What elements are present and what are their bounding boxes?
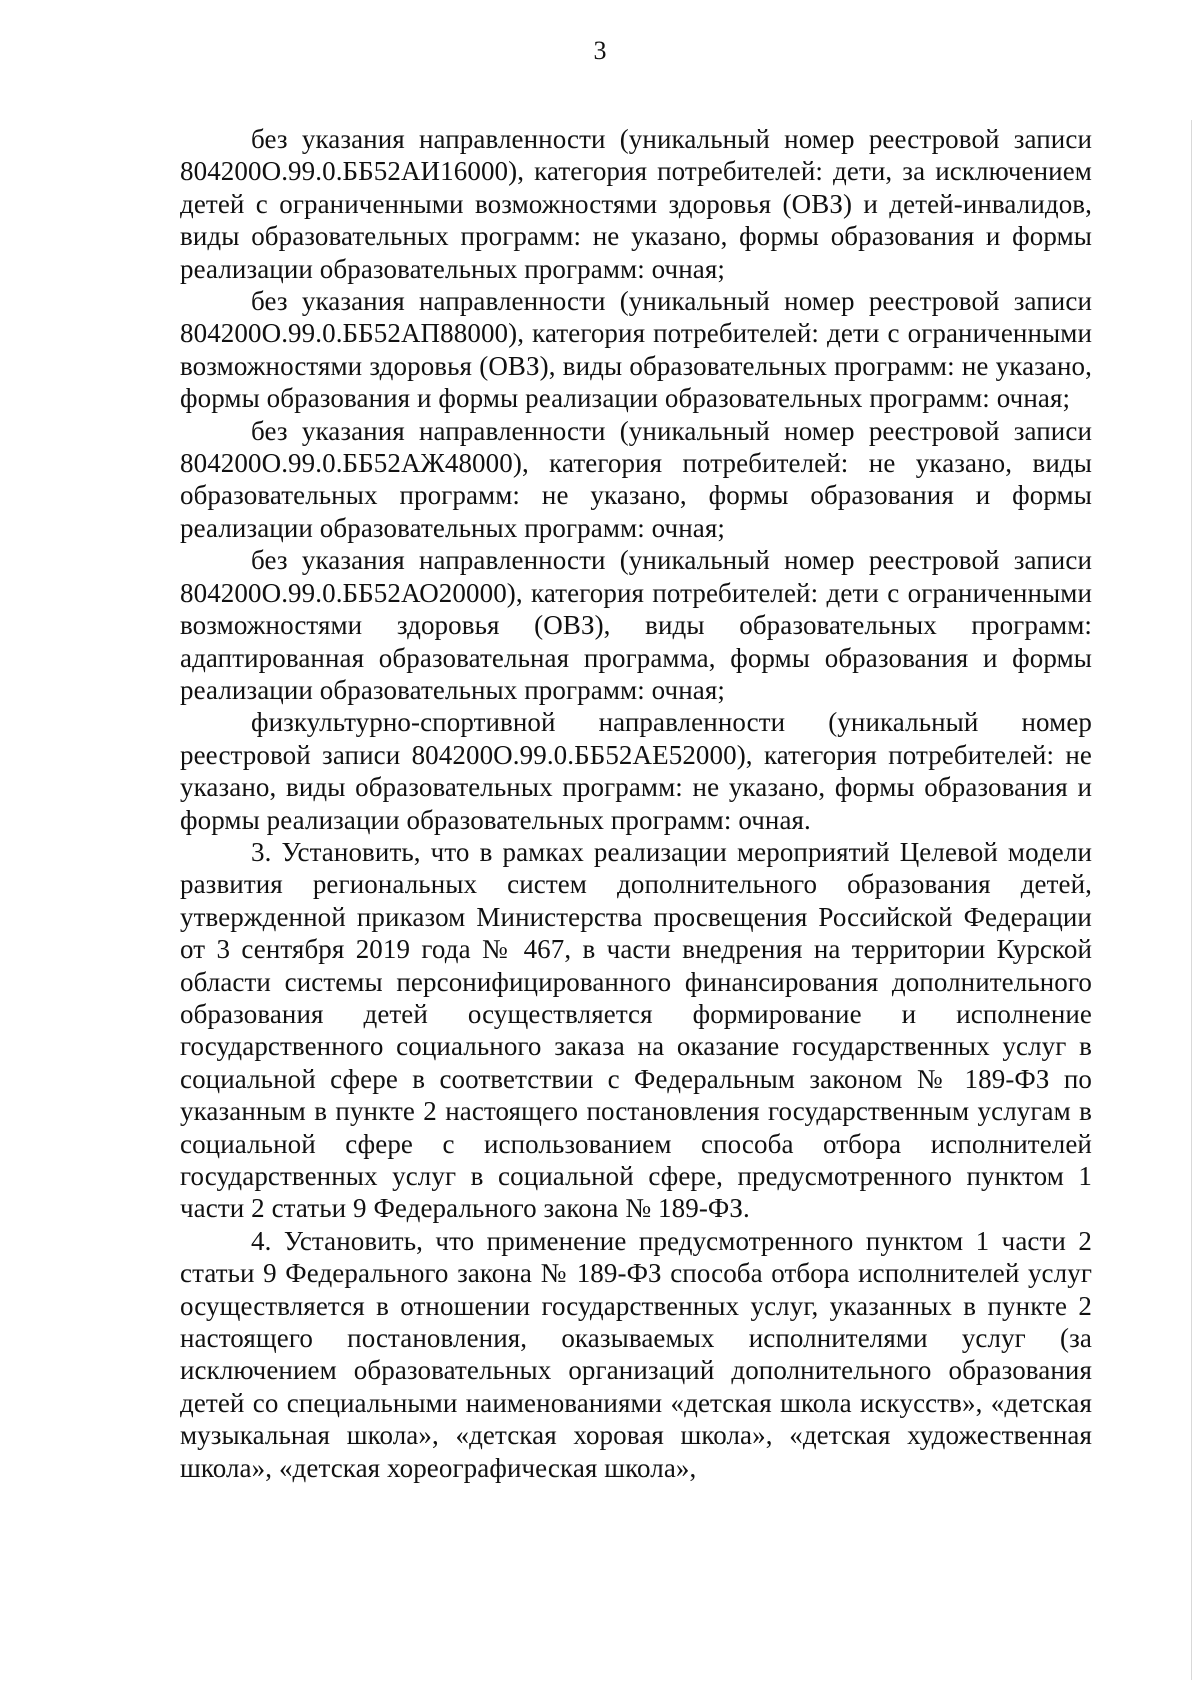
paragraph-item-4: 4. Установить, что применение предусмотренного пунктом 1 части 2 статьи 9 Федерального закона № 189-ФЗ способа отбора исполнителей услуг осуществляется в отношении государственных услуг, указанных в пункте 2 настоящего постановления, оказываемых исполнителями услуг (за исключением образовательных организаций дополнительного образования детей со специальными наименованиями «детская школа искусств», «детская музыкальная школа», «детская хоровая школа», «детская художественная школа», «детская хореографическая школа»,: [180, 1225, 1092, 1483]
paragraph-service-ai16000: без указания направленности (уникальный номер реестровой записи 804200О.99.0.ББ52АИ16000), категория потребителей: дети, за исключением детей с ограниченными возможностями здоровья (ОВЗ) и детей-инвалидов, виды образовательных программ: не указано, формы образования и формы реализации образовательных программ: очная;: [180, 124, 1092, 284]
paragraph-service-ao20000: без указания направленности (уникальный номер реестровой записи 804200О.99.0.ББ52АО20000), категория потребителей: дети с ограниченными возможностями здоровья (ОВЗ), виды образовательных программ: адаптированная образовательная программа, формы образования и формы реализации образовательных программ: очная;: [180, 545, 1092, 705]
paragraph-service-ae52000: физкультурно-спортивной направленности (уникальный номер реестровой записи 804200О.99.0.ББ52АЕ52000), категория потребителей: не указано, виды образовательных программ: не указано, формы образования и формы реализации образовательных программ: очная.: [180, 707, 1092, 835]
scan-edge-line: [1191, 120, 1192, 1680]
paragraph-service-ap88000: без указания направленности (уникальный номер реестровой записи 804200О.99.0.ББ52АП88000), категория потребителей: дети с ограниченными возможностями здоровья (ОВЗ), виды образовательных программ: не указано, формы образования и формы реализации образовательных программ: очная;: [180, 286, 1092, 414]
document-body: [180, 123, 1092, 1484]
paragraph-item-3: 3. Установить, что в рамках реализации мероприятий Целевой модели развития региональных систем дополнительного образования детей, утвержденной приказом Министерства просвещения Российской Федерации от 3 сентября 2019 года № 467, в части внедрения на территории Курской области системы персонифицированного финансирования дополнительного образования детей осуществляется формирование и исполнение государственного социального заказа на оказание государственных услуг в социальной сфере в соответствии с Федеральным законом № 189-ФЗ по указанным в пункте 2 настоящего постановления государственным услугам в социальной сфере с использованием способа отбора исполнителей государственных услуг в социальной сфере, предусмотренного пунктом 1 части 2 статьи 9 Федерального закона № 189-ФЗ.: [180, 836, 1092, 1224]
page-number: 3: [593, 36, 607, 65]
paragraph-service-azh48000: без указания направленности (уникальный номер реестровой записи 804200О.99.0.ББ52АЖ48000), категория потребителей: не указано, виды образовательных программ: не указано, формы образования и формы реализации образовательных программ: очная;: [180, 415, 1092, 543]
